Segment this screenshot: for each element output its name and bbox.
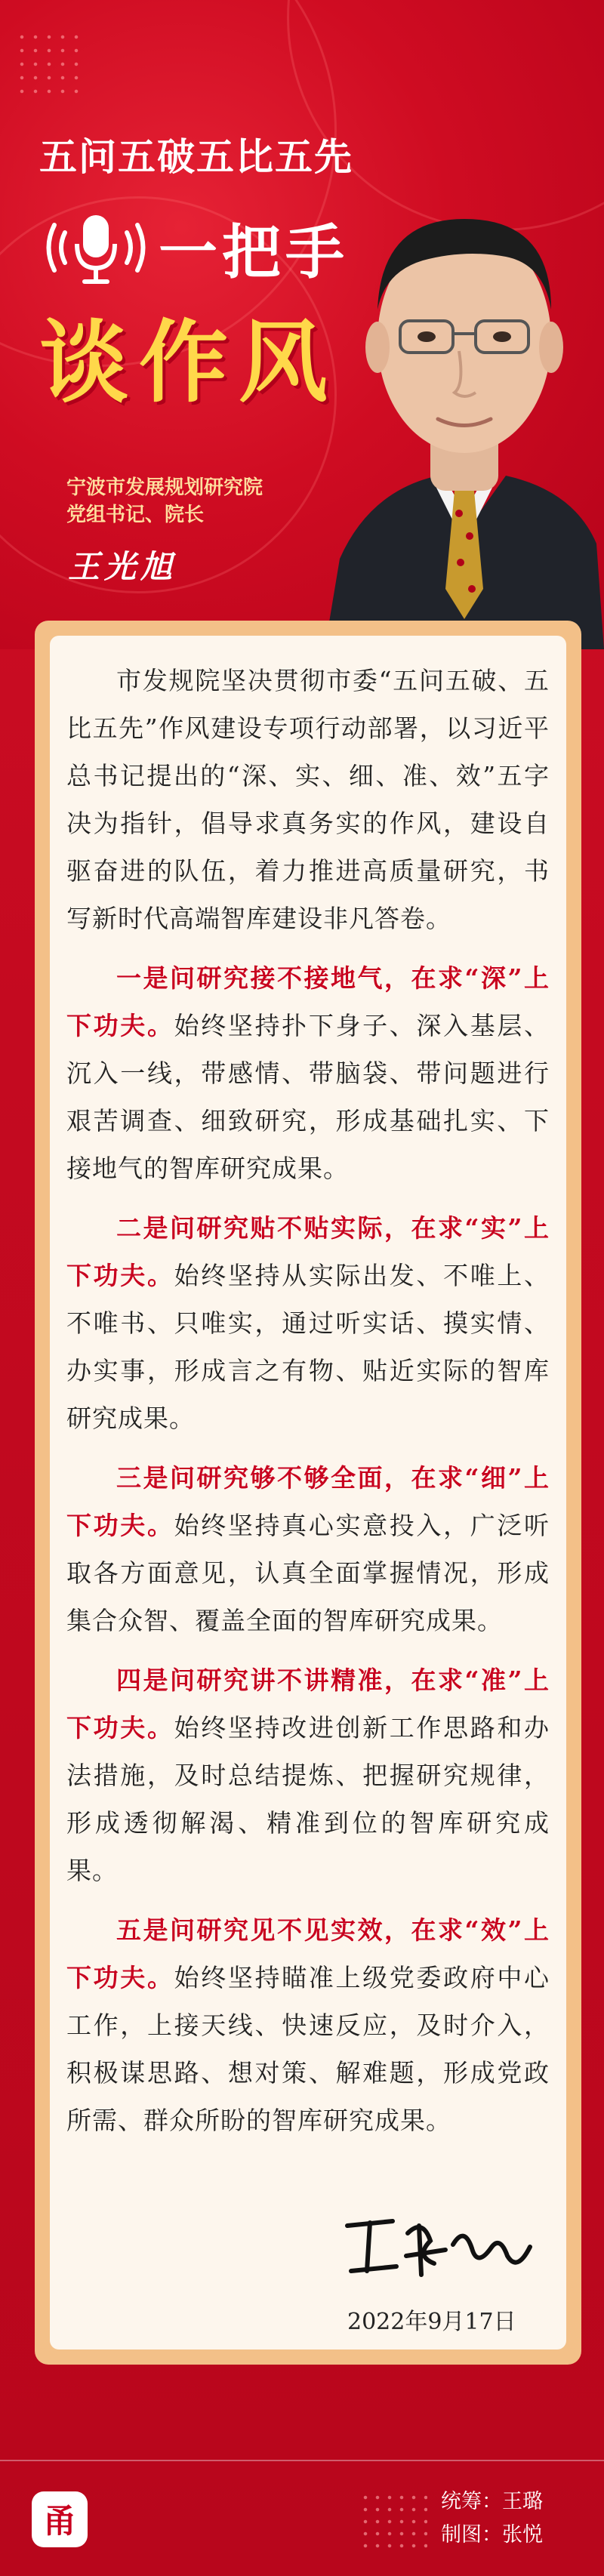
point-lead: 二是问研究贴不贴实际，在求“实”上下功夫。 [66,1213,550,1290]
point-paragraph-2 [66,1204,550,1442]
point-paragraph-1 [66,954,550,1192]
point-lead: 五是问研究见不见实效，在求“效”上下功夫。 [66,1915,550,1992]
author-position: 党组书记、院长 [66,504,205,526]
point-lead: 三是问研究够不够全面，在求“细”上下功夫。 [66,1463,550,1540]
subtitle: 一把手 [159,219,350,287]
point-text: 始终坚持扑下身子、深入基层、沉入一线，带感情、带脑袋、带问题进行艰苦调查、细致研究，形成基础扎实、下接地气的智库研究成果。 [66,1011,550,1183]
logo-text: 甬 [43,2502,76,2541]
author-name: 王光旭 [68,548,177,585]
footer-divider [0,2460,604,2461]
point-paragraph-3 [66,1454,550,1644]
org-name: 宁波市发展规划研究院 [66,476,263,499]
point-text: 始终坚持改进创新工作思路和办法措施，及时总结提炼、把握研究规律，形成透彻解渴、精准到位的智库研究成果。 [66,1713,550,1885]
decorative-dots [15,30,83,98]
author-affiliation [66,474,263,528]
credit-designer: 制图：张悦 [441,2523,543,2547]
point-paragraph-4 [66,1656,550,1894]
decorative-dots [359,2491,427,2549]
intro-paragraph: 市发规院坚决贯彻市委“五问五破、五比五先”作风建设专项行动部署，以习近平总书记提出的“深、实、细、准、效”五字决为指针，倡导求真务实的作风，建设自驱奋进的队伍，着力推进高质量研究，书写新时代高端智库建设非凡答卷。 [66,666,550,933]
point-lead: 一是问研究接不接地气，在求“深”上下功夫。 [66,963,550,1040]
subtitle-row [39,205,349,290]
article-date: 2022年9月17日 [347,2309,516,2335]
article-body [66,657,550,2156]
point-text: 始终坚持瞄准上级党委政府中心工作，上接天线、快速反应，及时介入，积极谋思路、想对策、解难题，形成党政所需、群众所盼的智库研究成果。 [66,1963,550,2135]
point-text: 始终坚持从实际出发、不唯上、不唯书、只唯实，通过听实话、摸实情、办实事，形成言之有物、贴近实际的智库研究成果。 [66,1261,550,1433]
microphone-icon [39,206,153,289]
series-title: 五问五破五比五先 [39,135,353,179]
header-banner [0,0,604,649]
handwritten-signature [340,2203,536,2294]
point-lead: 四是问研究讲不讲精准，在求“准”上下功夫。 [66,1665,550,1742]
point-paragraph-5 [66,1906,550,2144]
main-title: 谈作风 [39,310,339,414]
app-logo-icon [30,2490,89,2549]
credit-coordinator: 统筹：王璐 [441,2490,543,2513]
author-portrait [325,136,604,649]
credits [441,2485,543,2552]
point-text: 始终坚持真心实意投入，广泛听取各方面意见，认真全面掌握情况，形成集合众智、覆盖全面的智库研究成果。 [66,1511,550,1635]
